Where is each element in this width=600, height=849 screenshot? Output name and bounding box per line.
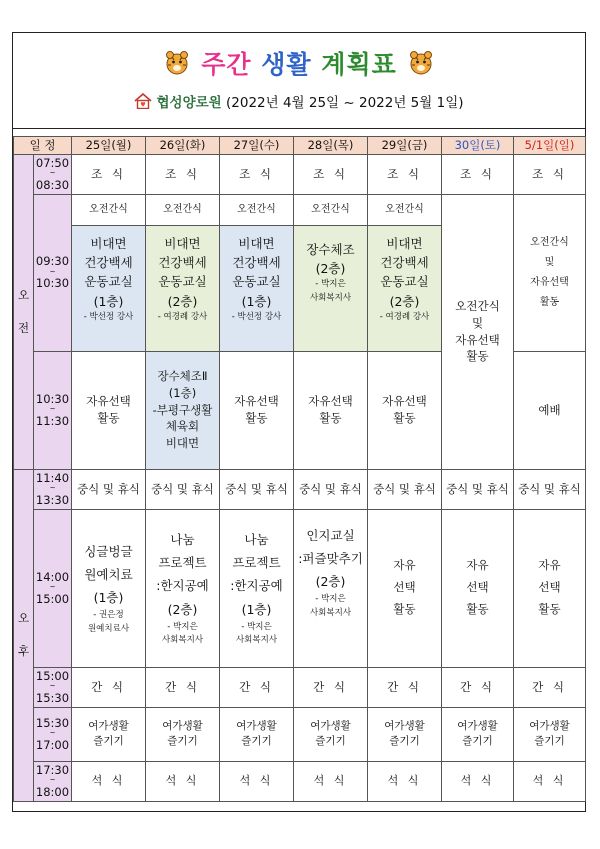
tue-1030-cell: 장수체조Ⅱ (1층) -부평구생활 체육회 비대면 <box>146 351 220 469</box>
schedule-row <box>14 707 586 761</box>
free-activity-cell: 자유선택 활동 <box>368 351 442 469</box>
leisure-cell: 여가생활 즐기기 <box>72 707 146 761</box>
schedule-row <box>14 469 586 509</box>
lunch-cell: 중식 및 휴식 <box>368 469 442 509</box>
free-activity-cell: 자유 선택 활동 <box>368 509 442 667</box>
breakfast-cell: 조 식 <box>72 154 146 194</box>
header-day: 28일(목) <box>294 137 368 155</box>
instructor: - 박선정 강사 <box>83 312 134 323</box>
schedule-table <box>13 136 586 802</box>
snack-label: 오전간식 <box>311 203 350 215</box>
header-day-sun: 5/1일(일) <box>514 137 586 155</box>
header-day: 26일(화) <box>146 137 220 155</box>
instructor: - 여경례 강사 <box>379 312 430 323</box>
dinner-cell: 석 식 <box>514 761 586 801</box>
worship-cell: 예배 <box>514 351 586 469</box>
mon-pm-cell: 싱글벙글 원예치료 (1층) - 권은정 원예치료사 <box>72 509 146 667</box>
schedule-row <box>14 667 586 707</box>
house-heart-icon <box>134 93 152 109</box>
time-slot: 14:00 ~ 15:00 <box>34 509 72 667</box>
breakfast-cell: 조 식 <box>146 154 220 194</box>
snack-label: 오전간식 <box>237 203 276 215</box>
free-activity-cell: 자유선택 활동 <box>72 351 146 469</box>
time-slot: 07:50 ~ 08:30 <box>34 154 72 194</box>
schedule-row <box>14 154 586 194</box>
time-slot: 11:40 ~ 13:30 <box>34 469 72 509</box>
page-subtitle <box>13 91 585 111</box>
mon-am-cell <box>72 194 146 351</box>
org-name: 협성양로원 <box>156 95 222 111</box>
dinner-cell: 석 식 <box>220 761 294 801</box>
date-range: (2022년 4월 25일 ~ 2022년 5월 1일) <box>226 95 464 111</box>
dinner-cell: 석 식 <box>442 761 514 801</box>
thu-pm-cell: 인지교실 :퍼즐맞추기 (2층) - 박지은 사회복지사 <box>294 509 368 667</box>
breakfast-cell: 조 식 <box>514 154 586 194</box>
sat-am-cell: 오전간식 및 자유선택 활동 <box>442 194 514 469</box>
snack-cell: 간 식 <box>72 667 146 707</box>
tiger-icon <box>407 49 435 77</box>
lunch-cell: 중식 및 휴식 <box>294 469 368 509</box>
program-name: 비대면 건강백세 운동교실 (1층) <box>232 235 281 309</box>
leisure-cell: 여가생활 즐기기 <box>146 707 220 761</box>
thu-am-cell <box>294 194 368 351</box>
instructor: - 박지은 사회복지사 <box>309 279 352 303</box>
leisure-cell: 여가생활 즐기기 <box>220 707 294 761</box>
fri-am-cell <box>368 194 442 351</box>
time-slot: 17:30 ~ 18:00 <box>34 761 72 801</box>
schedule-row <box>14 761 586 801</box>
schedule-row <box>14 509 586 667</box>
snack-cell: 간 식 <box>146 667 220 707</box>
header-day: 29일(금) <box>368 137 442 155</box>
program-name: 비대면 건강백세 운동교실 (1층) <box>84 235 133 309</box>
lunch-cell: 중식 및 휴식 <box>220 469 294 509</box>
title-word-1: 주간 <box>201 50 252 79</box>
schedule-frame <box>12 32 586 812</box>
program-name: 비대면 건강백세 운동교실 (2층) <box>158 235 207 309</box>
instructor: - 박선정 강사 <box>231 312 282 323</box>
leisure-cell: 여가생활 즐기기 <box>294 707 368 761</box>
dinner-cell: 석 식 <box>146 761 220 801</box>
time-slot: 09:30 ~ 10:30 <box>34 194 72 351</box>
wed-pm-cell: 나눔 프로젝트 :한지공예 (1층) - 박지은 사회복지사 <box>220 509 294 667</box>
free-activity-cell: 자유 선택 활동 <box>514 509 586 667</box>
dinner-cell: 석 식 <box>294 761 368 801</box>
page-header <box>13 33 585 129</box>
tiger-icon <box>163 49 191 77</box>
tue-am-cell <box>146 194 220 351</box>
snack-cell: 간 식 <box>442 667 514 707</box>
snack-label: 오전간식 <box>163 203 202 215</box>
breakfast-cell: 조 식 <box>368 154 442 194</box>
leisure-cell: 여가생활 즐기기 <box>442 707 514 761</box>
header-row <box>14 137 586 155</box>
instructor: - 여경례 강사 <box>157 312 208 323</box>
free-activity-cell: 자유선택 활동 <box>220 351 294 469</box>
lunch-cell: 중식 및 휴식 <box>146 469 220 509</box>
free-activity-cell: 자유선택 활동 <box>294 351 368 469</box>
breakfast-cell: 조 식 <box>294 154 368 194</box>
snack-cell: 간 식 <box>220 667 294 707</box>
snack-cell: 간 식 <box>368 667 442 707</box>
header-day-sat: 30일(토) <box>442 137 514 155</box>
dinner-cell: 석 식 <box>72 761 146 801</box>
snack-cell: 간 식 <box>294 667 368 707</box>
breakfast-cell: 조 식 <box>220 154 294 194</box>
header-day: 27일(수) <box>220 137 294 155</box>
period-pm: 오 후 <box>14 469 34 801</box>
page-title <box>13 45 585 81</box>
snack-label: 오전간식 <box>89 203 128 215</box>
wed-am-cell <box>220 194 294 351</box>
dinner-cell: 석 식 <box>368 761 442 801</box>
title-word-2: 생활 <box>261 50 312 79</box>
time-slot: 10:30 ~ 11:30 <box>34 351 72 469</box>
schedule-row <box>14 194 586 351</box>
snack-label: 오전간식 <box>385 203 424 215</box>
lunch-cell: 중식 및 휴식 <box>514 469 586 509</box>
title-word-3: 계획표 <box>321 50 397 79</box>
breakfast-cell: 조 식 <box>442 154 514 194</box>
leisure-cell: 여가생활 즐기기 <box>368 707 442 761</box>
leisure-cell: 여가생활 즐기기 <box>514 707 586 761</box>
snack-cell: 간 식 <box>514 667 586 707</box>
period-am: 오 전 <box>14 154 34 469</box>
lunch-cell: 중식 및 휴식 <box>442 469 514 509</box>
sun-am-cell: 오전간식 및 자유선택 활동 <box>514 194 586 351</box>
program-name: 비대면 건강백세 운동교실 (2층) <box>380 235 429 309</box>
header-day: 25일(월) <box>72 137 146 155</box>
time-slot: 15:30 ~ 17:00 <box>34 707 72 761</box>
lunch-cell: 중식 및 휴식 <box>72 469 146 509</box>
time-slot: 15:00 ~ 15:30 <box>34 667 72 707</box>
tue-pm-cell: 나눔 프로젝트 :한지공예 (2층) - 박지은 사회복지사 <box>146 509 220 667</box>
program-name: 장수체조 (2층) <box>306 241 355 276</box>
free-activity-cell: 자유 선택 활동 <box>442 509 514 667</box>
header-label: 일 정 <box>14 137 72 155</box>
